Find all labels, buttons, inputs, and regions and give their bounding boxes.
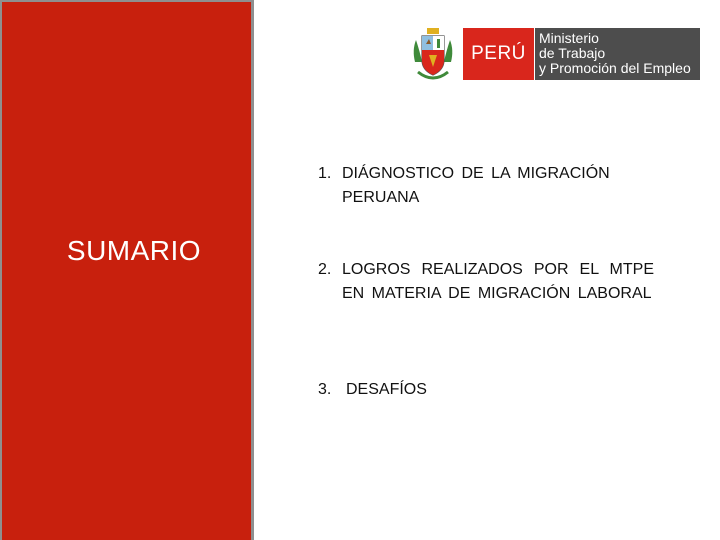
sidebar-panel xyxy=(0,0,254,540)
agenda-item xyxy=(318,378,654,402)
agenda-item-number: 2. xyxy=(318,261,332,278)
ministry-logo xyxy=(410,22,700,86)
sidebar-title: SUMARIO xyxy=(66,235,202,266)
agenda-item-number: 1. xyxy=(318,165,332,182)
agenda-item xyxy=(318,258,654,306)
agenda-item-text: LOGROS REALIZADOS POR EL MTPE EN MATERIA DE MIGRACIÓN LABORAL xyxy=(342,261,654,302)
ministry-line-3: y Promoción del Empleo xyxy=(539,60,691,76)
peru-coat-of-arms-icon xyxy=(410,22,456,86)
agenda-item xyxy=(318,162,654,210)
country-label: PERÚ xyxy=(471,43,526,64)
agenda-item-text: DESAFÍOS xyxy=(346,381,427,398)
ministry-line-1: Ministerio xyxy=(539,30,599,46)
ministry-name xyxy=(535,28,700,80)
ministry-line-2: de Trabajo xyxy=(539,45,606,61)
agenda-item-text: DIÁGNOSTICO DE LA MIGRACIÓN PERUANA xyxy=(342,165,610,206)
agenda-item-number: 3. xyxy=(318,381,332,398)
